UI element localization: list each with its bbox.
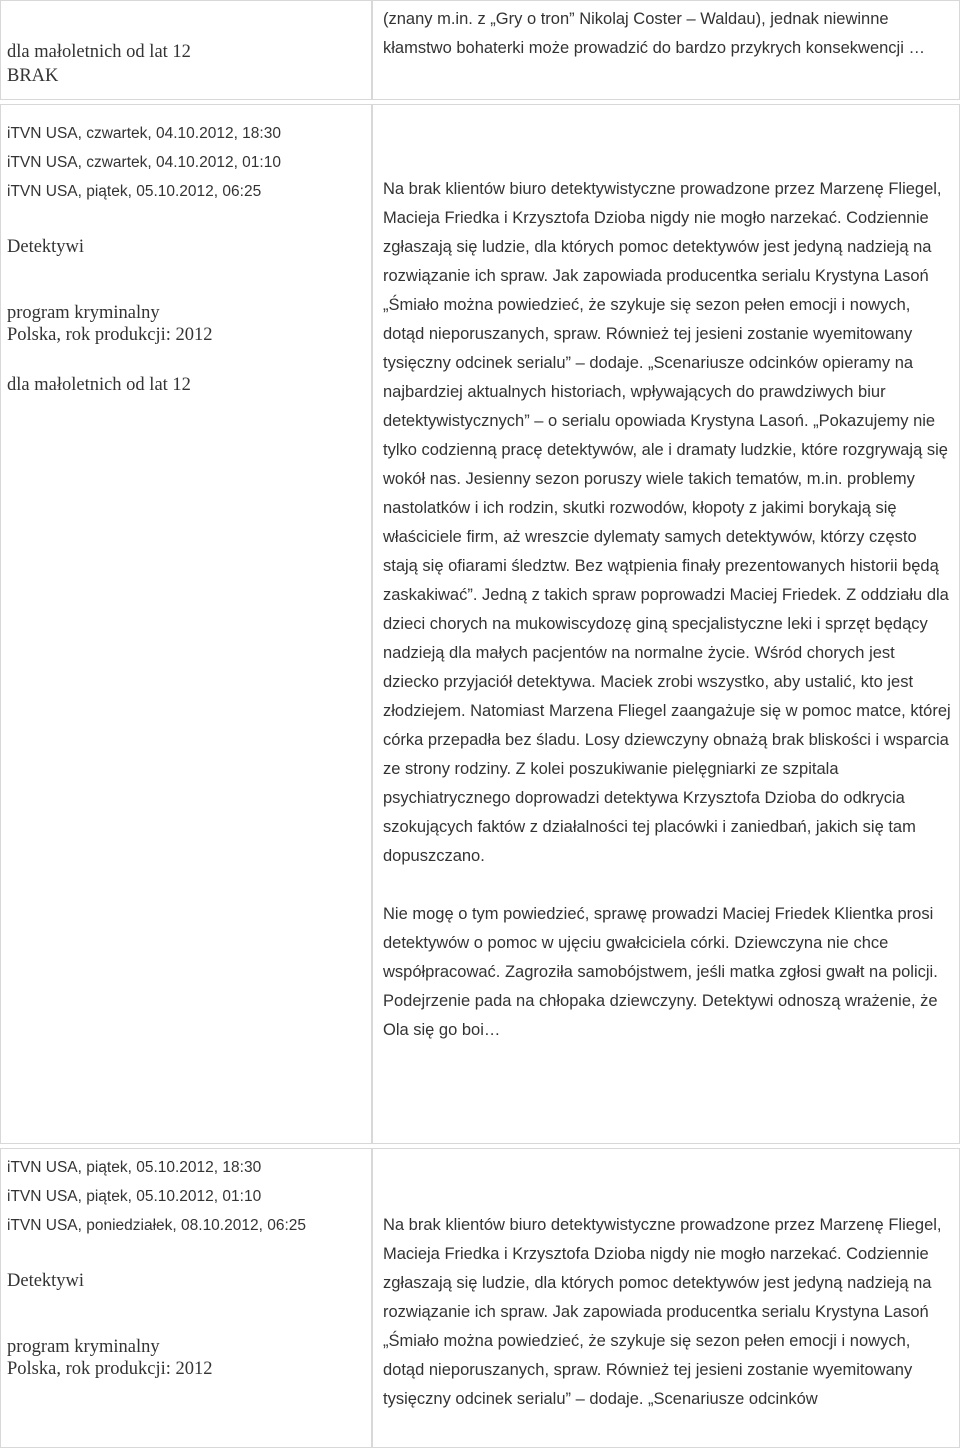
block2-info-cell [0, 1148, 372, 1448]
description-tail: (znany m.in. z „Gry o tron” Nikolaj Coster – Waldau), jednak niewinne kłamstwo bohaterki może prowadzić do bardzo przykrych konsekwencji … [383, 10, 925, 57]
subtitles-info: BRAK [7, 66, 59, 86]
airing-line: iTVN USA, czwartek, 04.10.2012, 01:10 [7, 154, 281, 171]
episode-description: Nie mogę o tym powiedzieć, sprawę prowadzi Maciej Friedek Klientka prosi detektywów o pomoc w ujęciu gwałciciela córki. Dziewczyna nie chce współpracować. Zagroziła samobójstwem, jeśli matka zgłosi gwałt na policji. Podejrzenie pada na chłopaka dziewczyny. Detektywi odnoszą wrażenie, że Ola się go boi… [383, 905, 938, 1039]
program-genre: program kryminalny [7, 303, 160, 323]
block1-info-cell [0, 104, 372, 1144]
program-description: Na brak klientów biuro detektywistyczne prowadzone przez Marzenę Fliegel, Macieja Friedka i Krzysztofa Dzioba nigdy nie mogło narzekać. Codziennie zgłaszają się ludzie, dla których pomoc detektywów jest jedyną nadzieją na rozwiązanie ich spraw. Jak zapowiada producentka serialu Krystyna Lasoń „Śmiało można powiedzieć, że szykuje się sezon pełen emocji i nowych, dotąd nieporuszanych, spraw. Również tej jesieni zostanie wyemitowany tysięczny odcinek serialu” – dodaje. „Scenariusze odcinków opieramy na najbardziej aktualnych historiach, wpływających do prawdziwych biur detektywistycznych” – o serialu opowiada Krystyna Lasoń. „Pokazujemy nie tylko codzienną pracę detektywów, ale i dramaty ludzkie, które rozgrywają się wokół nas. Jesienny sezon poruszy wiele takich tematów, m.in. problemy nastolatków i ich rodzin, skutki rozwodów, kłopoty z jakimi borykają się właściciele firm, aż wreszcie dylematy samych detektywów, którzy często stają się ofiarami śledztw. Bez wątpienia finały prezentowanych historii będą zaskakiwać”. Jedną z takich spraw poprowadzi Maciej Friedek. Z oddziału dla dzieci chorych na mukowiscydozę giną specjalistyczne leki i sprzęt będący nadzieją dla małych pacjentów na normalne życie. Wśród chorych jest dziecko przyjaciół detektywa. Maciek zrobi wszystko, aby ustalić, kto jest złodziejem. Natomiast Marzena Fliegel zaangażuje się w pomoc matce, której córka przepadła bez śladu. Losy dziewczyny obnażą brak bliskości i wsparcia ze strony rodziny. Z kolei poszukiwanie pielęgniarki ze szpitala psychiatrycznego doprowadzi detektywa Krzysztofa Dzioba do odkrycia szokujących faktów z działalności tej placówki i zaniedbań, jakich się tam dopuszczano. [383, 180, 951, 865]
program-title: Detektywi [7, 237, 85, 257]
airing-line: iTVN USA, poniedziałek, 08.10.2012, 06:25 [7, 1217, 306, 1234]
production-info: Polska, rok produkcji: 2012 [7, 1359, 213, 1379]
age-rating: dla małoletnich od lat 12 [7, 42, 191, 62]
block0-info-cell [0, 0, 372, 100]
program-title: Detektywi [7, 1271, 85, 1291]
airing-line: iTVN USA, piątek, 05.10.2012, 01:10 [7, 1188, 262, 1205]
block0-description-cell [372, 0, 960, 100]
airing-line: iTVN USA, czwartek, 04.10.2012, 18:30 [7, 125, 281, 142]
age-rating: dla małoletnich od lat 12 [7, 375, 191, 395]
airing-line: iTVN USA, piątek, 05.10.2012, 06:25 [7, 183, 262, 200]
airing-line: iTVN USA, piątek, 05.10.2012, 18:30 [7, 1159, 262, 1176]
block1-description-cell [372, 104, 960, 1144]
program-genre: program kryminalny [7, 1337, 160, 1357]
block2-description-cell [372, 1148, 960, 1448]
program-description: Na brak klientów biuro detektywistyczne prowadzone przez Marzenę Fliegel, Macieja Friedka i Krzysztofa Dzioba nigdy nie mogło narzekać. Codziennie zgłaszają się ludzie, dla których pomoc detektywów jest jedyną nadzieją na rozwiązanie ich spraw. Jak zapowiada producentka serialu Krystyna Lasoń „Śmiało można powiedzieć, że szykuje się sezon pełen emocji i nowych, dotąd nieporuszanych, spraw. Również tej jesieni zostanie wyemitowany tysięczny odcinek serialu” – dodaje. „Scenariusze odcinków [383, 1216, 942, 1408]
production-info: Polska, rok produkcji: 2012 [7, 325, 213, 345]
